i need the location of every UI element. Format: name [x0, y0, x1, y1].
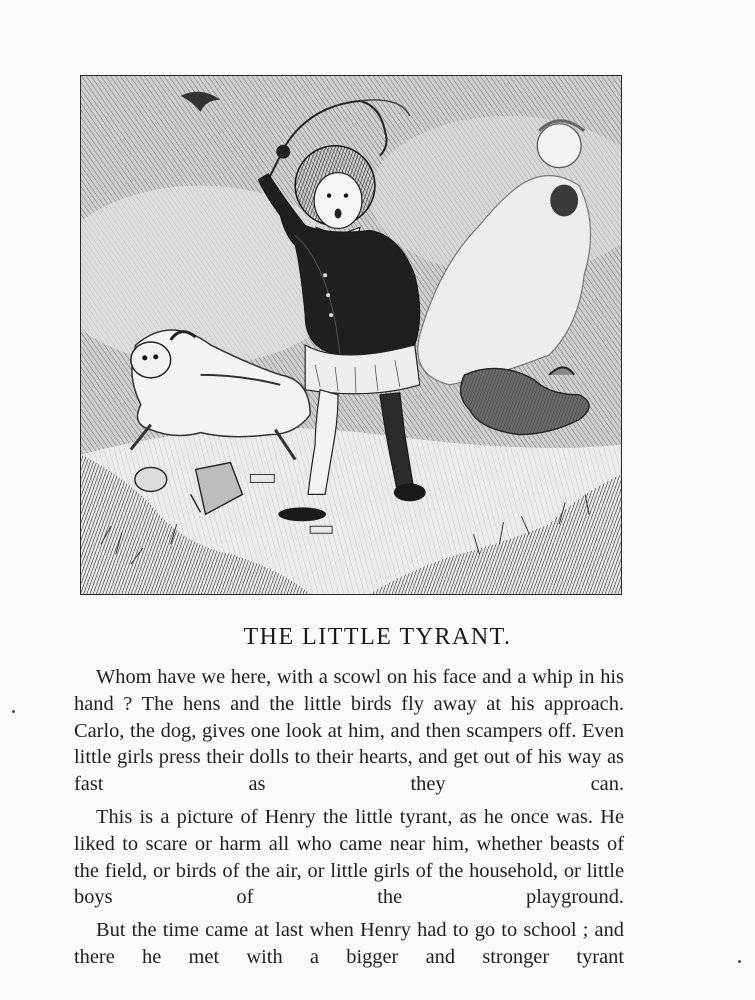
page-title: THE LITTLE TYRANT.	[243, 624, 512, 650]
paper-speck	[738, 960, 741, 963]
article-body	[74, 664, 624, 977]
engraving-illustration	[80, 75, 622, 595]
paragraph-1: Whom have we here, with a scowl on his face and a whip in his hand ? The hens and the little birds fly away at his approach. Carlo, the dog, gives one look at him, and then scampers off. Even little girls press their dolls to their hearts, and get out of his way as fast as they can.	[74, 666, 624, 796]
engraving-drawing	[81, 76, 621, 594]
doll-icon	[550, 185, 578, 217]
paper-speck	[12, 710, 15, 713]
paragraph-3: But the time came at last when Henry had to go to school ; and there he met with a bigger and stronger tyrant	[74, 919, 624, 968]
paragraph-2: This is a picture of Henry the little tyrant, as he once was. He liked to scare or harm all who came near him, whether beasts of the field, or birds of the air, or little girls of the household, or little boys of the playground.	[74, 805, 624, 909]
